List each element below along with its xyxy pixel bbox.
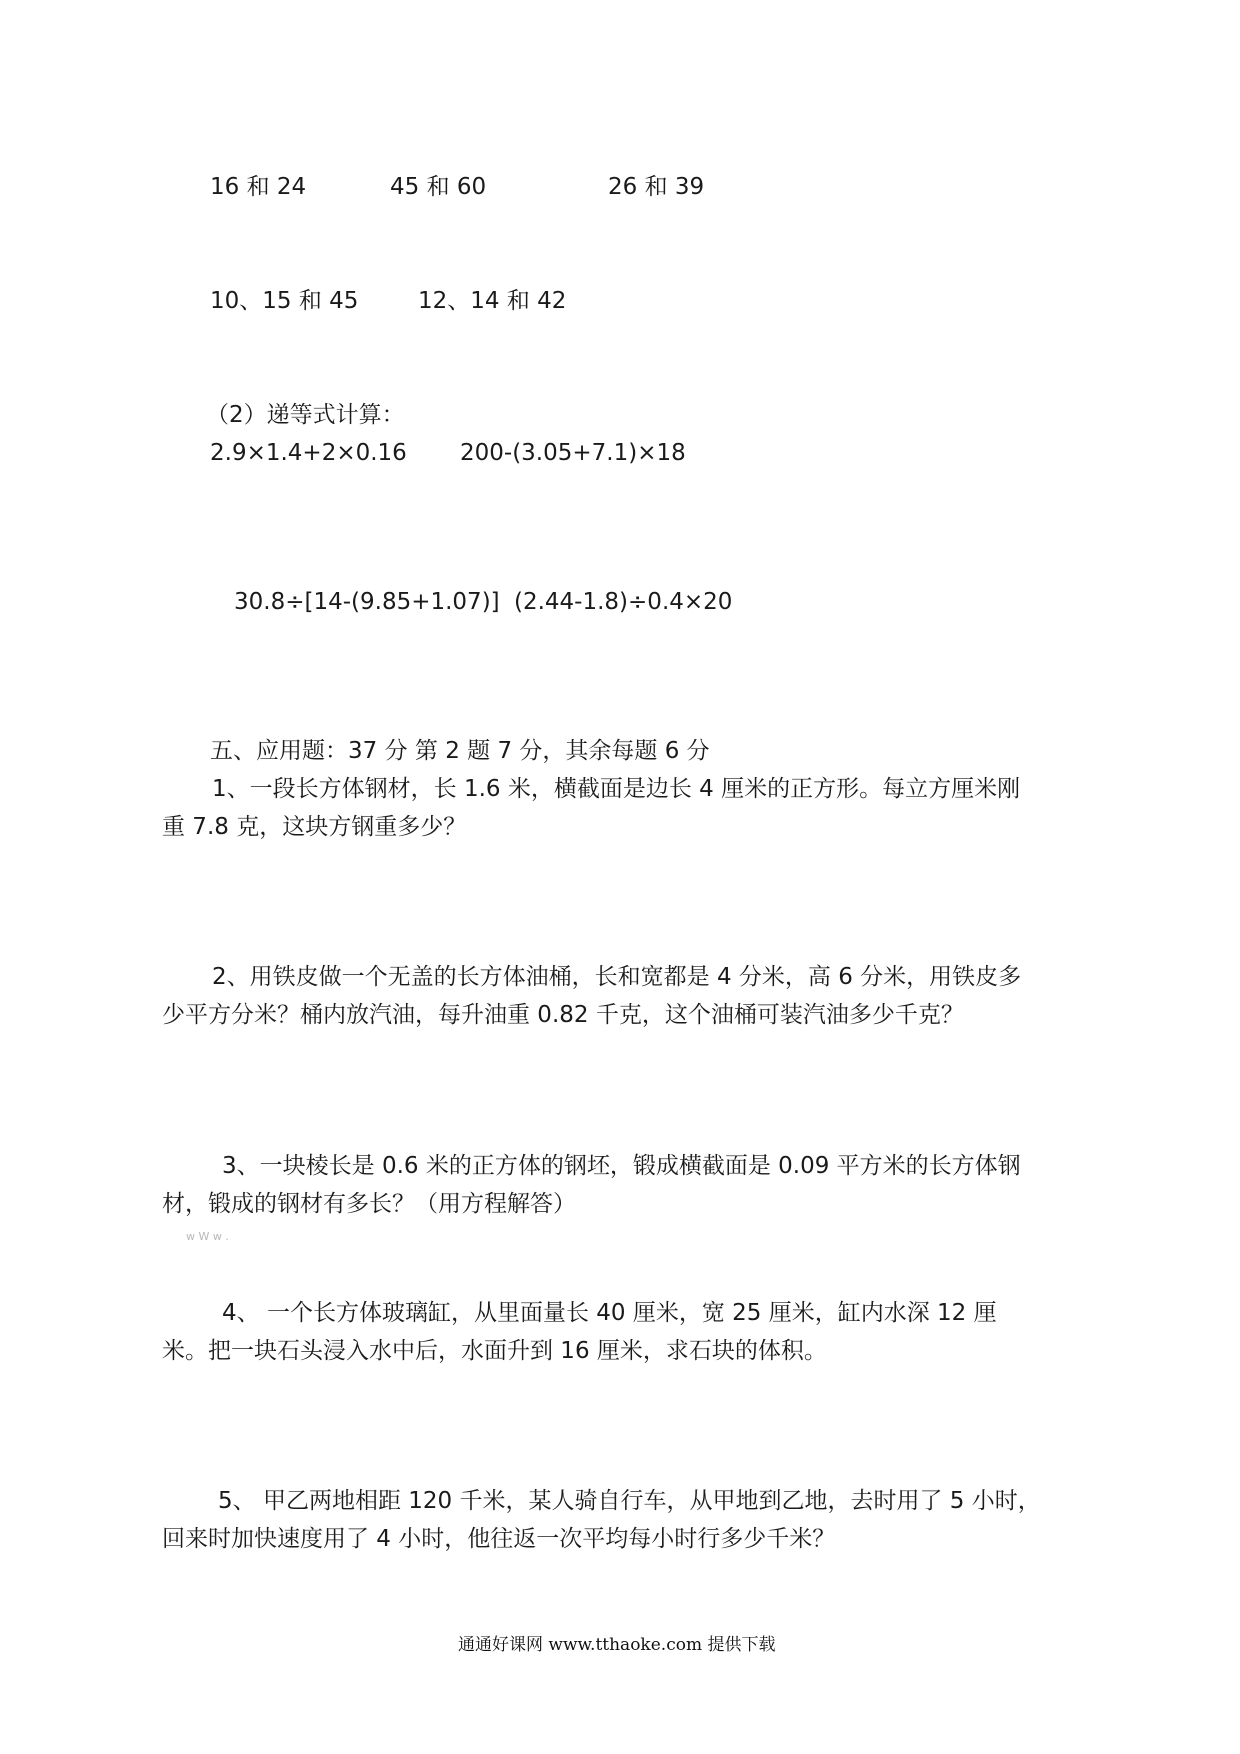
q5-line1: 5、 甲乙两地相距 120 千米，某人骑自行车，从甲地到乙地，去时用了 5 小时， [218,1488,1041,1514]
q4-line1: 4、 一个长方体玻璃缸，从里面量长 40 厘米，宽 25 厘米，缸内水深 12 厘 [222,1300,997,1326]
q3-line1: 3、一块棱长是 0.6 米的正方体的钢坯，锻成横截面是 0.09 平方米的长方体钢 [222,1153,1021,1179]
calc-expression-3: 30.8÷[14-(9.85+1.07)] [234,589,500,615]
q2-line2: 少平方分米？桶内放汽油，每升油重 0.82 千克，这个油桶可装汽油多少千克？ [162,1002,964,1028]
q2-line1: 2、用铁皮做一个无盖的长方体油桶，长和宽都是 4 分米，高 6 分米，用铁皮多 [212,964,1022,990]
page-footer: 通通好课网 www.tthaoke.com 提供下载 [458,1635,776,1655]
calc-expression-4: (2.44-1.8)÷0.4×20 [514,589,733,615]
q3-line2: 材，锻成的钢材有多长？（用方程解答） [162,1191,576,1217]
calc-expression-2: 200-(3.05+7.1)×18 [460,440,686,466]
q1-line2: 重 7.8 克，这块方钢重多少？ [162,814,467,840]
section5-heading: 五、应用题：37 分 第 2 题 7 分，其余每题 6 分 [210,738,710,764]
pair-16-24: 16 和 24 [210,174,307,200]
triple-10-15-45: 10、15 和 45 [210,288,359,314]
q4-line2: 米。把一块石头浸入水中后，水面升到 16 厘米，求石块的体积。 [162,1338,827,1364]
faint-mark: w W w . [186,1230,229,1243]
pair-45-60: 45 和 60 [390,174,487,200]
triple-12-14-42: 12、14 和 42 [418,288,567,314]
q1-line1: 1、一段长方体钢材，长 1.6 米，横截面是边长 4 厘米的正方形。每立方厘米刚 [212,776,1021,802]
q5-line2: 回来时加快速度用了 4 小时，他往返一次平均每小时行多少千米？ [162,1526,836,1552]
calc-expression-1: 2.9×1.4+2×0.16 [210,440,407,466]
pair-26-39: 26 和 39 [608,174,705,200]
sub2-heading: （2）递等式计算： [206,402,405,428]
